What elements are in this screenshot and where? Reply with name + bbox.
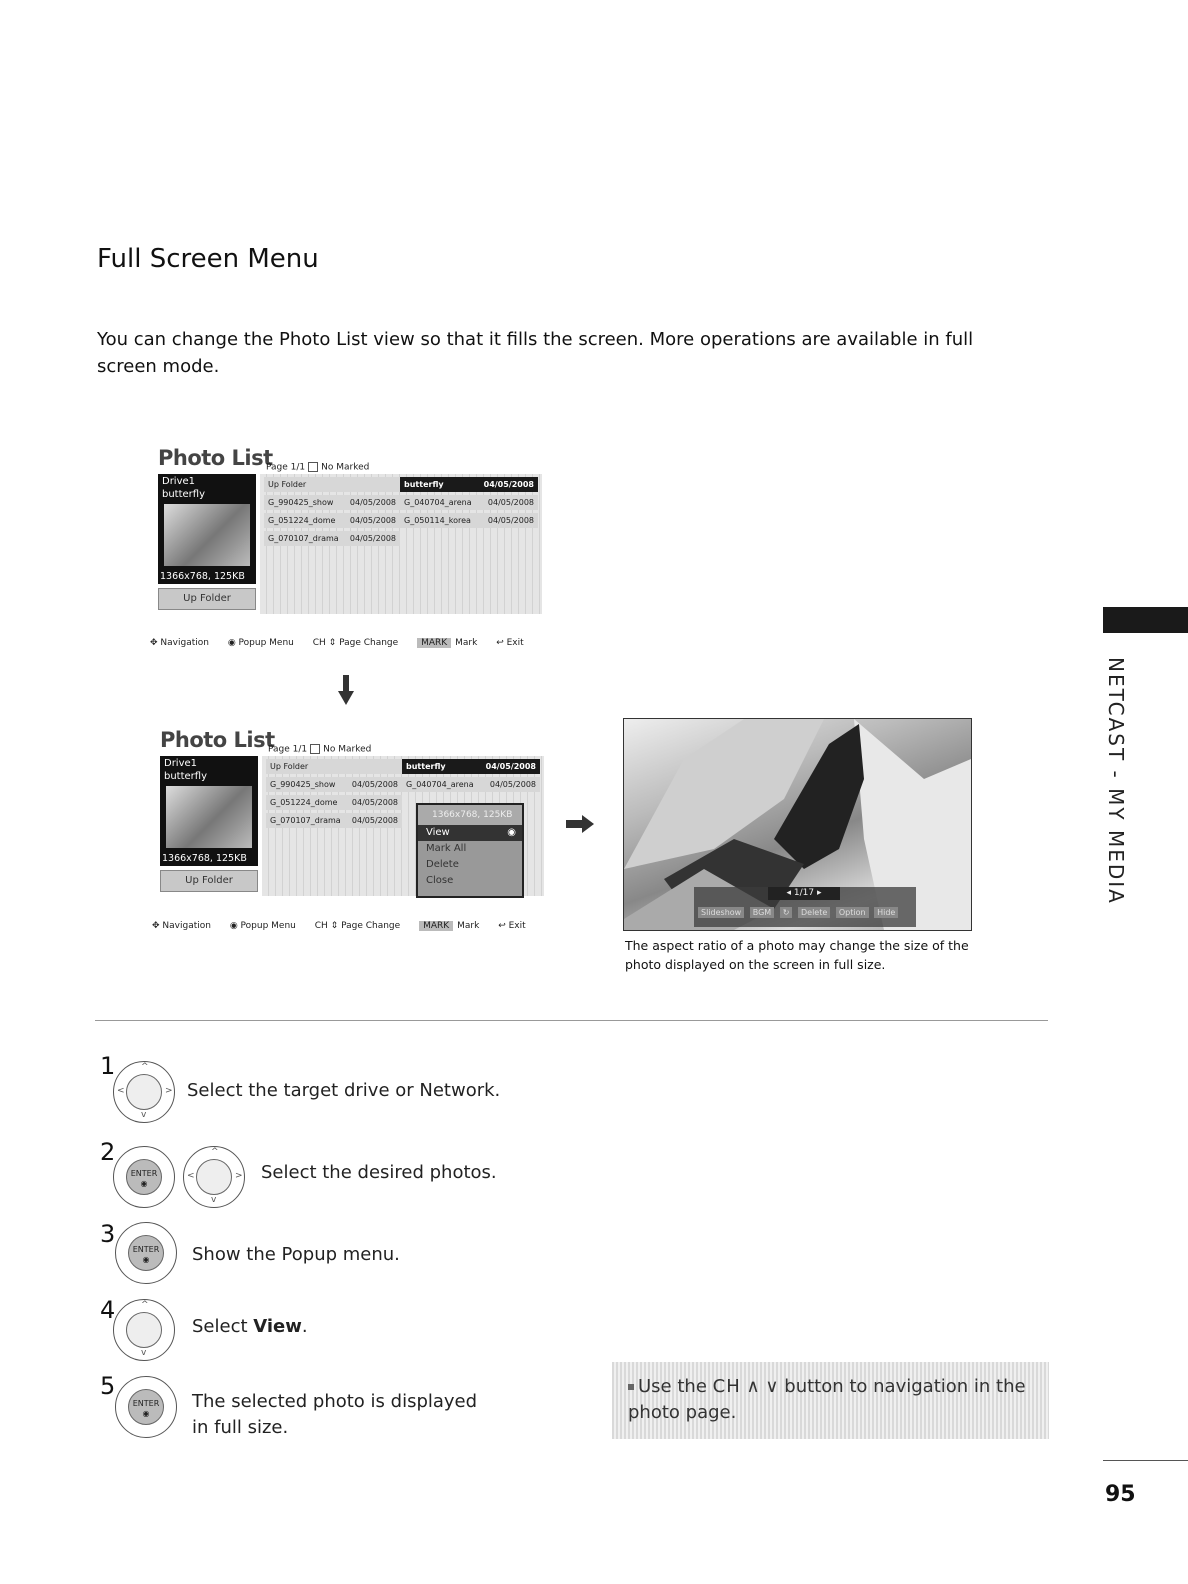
popup-hint: ◉ Popup Menu: [227, 638, 294, 648]
enter-button-icon: ENTER ◉: [115, 1376, 177, 1438]
note-box: [612, 1362, 1049, 1439]
drive-label: Drive1: [164, 758, 198, 769]
butterfly-thumbnail: [166, 786, 252, 848]
navigation-hint: ✥ Navigation: [152, 921, 211, 931]
drive-label: Drive1: [162, 476, 196, 487]
enter-button-icon: ENTER ◉: [113, 1146, 175, 1208]
check-icon: [310, 744, 320, 754]
popup-menu: [416, 803, 524, 898]
popup-info: 1366x768, 125KB: [418, 805, 522, 825]
popup-item-mark-all[interactable]: Mark All: [426, 843, 467, 854]
list-item[interactable]: G_051224_dome 04/05/2008: [266, 795, 402, 810]
section-divider: [95, 1020, 1048, 1021]
step-3-text: Show the Popup menu.: [192, 1244, 400, 1265]
photo-grid: [260, 474, 542, 614]
exit-hint: ↩ Exit: [496, 638, 524, 648]
resolution-label: 1366x768, 125KB: [162, 853, 247, 864]
list-item[interactable]: G_040704_arena 04/05/2008: [402, 777, 540, 792]
list-item[interactable]: G_051224_dome 04/05/2008: [264, 513, 400, 528]
option-button[interactable]: Option: [836, 907, 869, 918]
step-2-text: Select the desired photos.: [261, 1162, 497, 1183]
page-change-hint: CH ⇕ Page Change: [314, 921, 401, 931]
exit-hint: ↩ Exit: [498, 921, 526, 931]
up-folder-button[interactable]: Up Folder: [158, 588, 256, 610]
photo-list-screen-2: [158, 730, 548, 902]
list-item[interactable]: G_050114_korea 04/05/2008: [400, 513, 538, 528]
right-arrow-icon: [566, 815, 594, 833]
list-item[interactable]: G_070107_drama 04/05/2008: [266, 813, 402, 828]
intro-paragraph: You can change the Photo List view so that it fills the screen. More operations are available in full screen mode.: [97, 329, 974, 377]
list-item[interactable]: butterfly 04/05/2008: [402, 759, 540, 774]
nav-legend-1: [150, 638, 540, 648]
popup-item-delete[interactable]: Delete: [426, 859, 459, 870]
nav-legend-2: [152, 921, 542, 931]
file-name: butterfly: [162, 489, 206, 500]
preview-panel: [158, 474, 256, 584]
popup-item-view[interactable]: View ◉: [418, 825, 522, 841]
photo-caption: The aspect ratio of a photo may change the size of the photo displayed on the screen in full size.: [625, 938, 969, 972]
bullet-icon: [628, 1384, 634, 1390]
note-text: Use the CH ∧ ∨ button to navigation in the photo page.: [628, 1376, 1026, 1423]
nav-button-icon: ^ v < >: [183, 1146, 245, 1208]
preview-panel: [160, 756, 258, 866]
rotate-button[interactable]: ↻: [780, 907, 793, 918]
list-item[interactable]: Up Folder: [264, 477, 400, 492]
full-screen-photo: [623, 718, 972, 931]
list-item[interactable]: Up Folder: [266, 759, 402, 774]
check-icon: [308, 462, 318, 472]
page-title: Full Screen Menu: [97, 244, 319, 274]
page-change-hint: CH ⇕ Page Change: [312, 638, 399, 648]
list-item[interactable]: G_990425_show 04/05/2008: [264, 495, 400, 510]
resolution-label: 1366x768, 125KB: [160, 571, 245, 582]
butterfly-thumbnail: [164, 504, 250, 566]
photo-list-title: Photo List: [158, 446, 273, 470]
step-number: 3: [100, 1220, 116, 1248]
delete-button[interactable]: Delete: [798, 907, 830, 918]
step-4-text: Select View.: [192, 1316, 308, 1337]
bgm-button[interactable]: BGM: [750, 907, 774, 918]
file-name: butterfly: [164, 771, 208, 782]
page-number-rule: [1103, 1460, 1188, 1461]
navigation-hint: ✥ Navigation: [150, 638, 209, 648]
list-item[interactable]: butterfly 04/05/2008: [400, 477, 538, 492]
hide-button[interactable]: Hide: [874, 907, 898, 918]
full-view-toolbar: [694, 887, 916, 927]
slideshow-button[interactable]: Slideshow: [698, 907, 744, 918]
page-indicator: Page 1/1 No Marked: [268, 744, 372, 755]
photo-counter: ◂ 1/17 ▸: [768, 887, 840, 900]
nav-button-icon: ^ v: [113, 1299, 175, 1361]
mark-hint: MARK Mark: [419, 921, 479, 931]
page-indicator: Page 1/1 No Marked: [266, 462, 370, 473]
up-folder-button[interactable]: Up Folder: [160, 870, 258, 892]
popup-hint: ◉ Popup Menu: [229, 921, 296, 931]
mark-hint: MARK Mark: [417, 638, 477, 648]
list-item[interactable]: G_040704_arena 04/05/2008: [400, 495, 538, 510]
step-number: 5: [100, 1372, 116, 1400]
step-5-text: The selected photo is displayed in full size.: [192, 1391, 478, 1438]
chevron-up-down-icon: ∧ ∨: [746, 1376, 779, 1397]
step-number: 1: [100, 1052, 116, 1080]
list-item[interactable]: G_990425_show 04/05/2008: [266, 777, 402, 792]
step-number: 4: [100, 1296, 116, 1324]
photo-list-screen-1: [156, 448, 546, 620]
step-1-text: Select the target drive or Network.: [187, 1080, 501, 1101]
side-tab-label: NETCAST - MY MEDIA: [1104, 657, 1128, 905]
nav-button-icon: ^ v < >: [113, 1061, 175, 1123]
full-view-buttons: [698, 907, 901, 918]
list-item[interactable]: G_070107_drama 04/05/2008: [264, 531, 400, 546]
step-number: 2: [100, 1138, 116, 1166]
side-tab-marker: [1103, 607, 1188, 633]
photo-list-title: Photo List: [160, 728, 275, 752]
enter-button-icon: ENTER ◉: [115, 1222, 177, 1284]
page-number: 95: [1105, 1482, 1136, 1507]
popup-item-close[interactable]: Close: [426, 875, 454, 886]
down-arrow-icon: [338, 675, 354, 705]
